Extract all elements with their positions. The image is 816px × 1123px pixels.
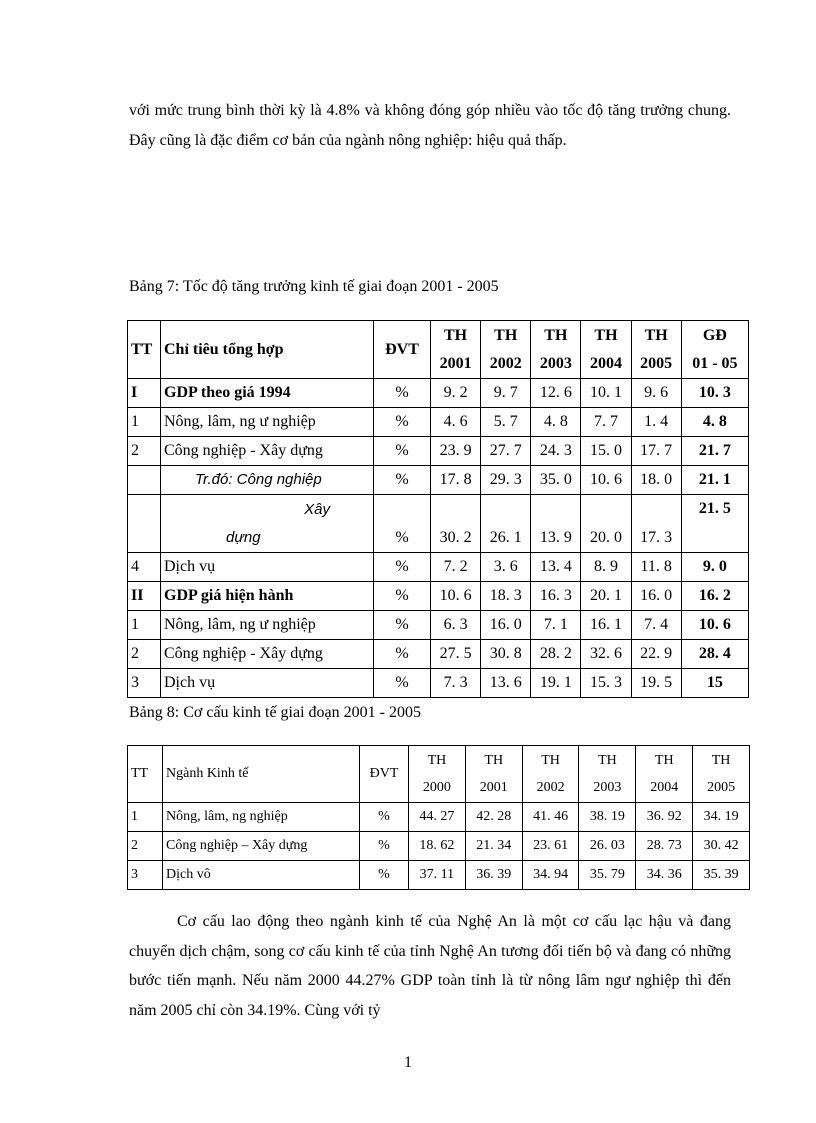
cell: 1. 4 [631, 408, 681, 437]
header-year: TH 2003 [531, 321, 581, 379]
row-unit: % [374, 437, 431, 466]
row-name: Dịch vô [163, 861, 360, 890]
table-row [128, 379, 749, 408]
cell: 20. 0 [581, 495, 631, 553]
row-tt: 2 [128, 832, 163, 861]
cell: 10. 1 [581, 379, 631, 408]
cell: 7. 1 [531, 611, 581, 640]
row-name: Công nghiệp - Xây dựng [161, 437, 374, 466]
cell: 9. 2 [431, 379, 481, 408]
cell: 26. 03 [579, 832, 636, 861]
table-row [128, 832, 750, 861]
cell: 34. 36 [636, 861, 693, 890]
row-tt: 1 [128, 408, 161, 437]
cell: 28. 2 [531, 640, 581, 669]
table-row [128, 582, 749, 611]
row-tt: II [128, 582, 161, 611]
growth-rate-table [127, 320, 749, 698]
cell: 30. 42 [693, 832, 750, 861]
cell: 24. 3 [531, 437, 581, 466]
cell: 7. 3 [431, 669, 481, 698]
table-row [128, 466, 749, 495]
header-year: TH 2002 [481, 321, 531, 379]
row-name: Xây dựng [161, 495, 374, 553]
cell: 4. 6 [431, 408, 481, 437]
cell: 36. 39 [465, 861, 522, 890]
cell: 28. 73 [636, 832, 693, 861]
cell: 30. 2 [431, 495, 481, 553]
cell: 18. 3 [481, 582, 531, 611]
row-tt: 1 [128, 803, 163, 832]
row-name: Công nghiệp – Xây dựng [163, 832, 360, 861]
cell: 6. 3 [431, 611, 481, 640]
cell: 11. 8 [631, 553, 681, 582]
cell: 15. 3 [581, 669, 631, 698]
row-unit: % [360, 803, 409, 832]
cell: 10. 6 [431, 582, 481, 611]
cell: 36. 92 [636, 803, 693, 832]
row-unit: % [374, 379, 431, 408]
row-tt: 1 [128, 611, 161, 640]
cell: 21. 5 [681, 495, 748, 553]
row-name: Nông, lâm, ng ư nghiệp [161, 408, 374, 437]
row-name: Công nghiệp - Xây dựng [161, 640, 374, 669]
cell: 34. 19 [693, 803, 750, 832]
cell: 9. 6 [631, 379, 681, 408]
row-unit: % [360, 861, 409, 890]
row-tt: I [128, 379, 161, 408]
cell: 16. 0 [481, 611, 531, 640]
table-row [128, 611, 749, 640]
cell: 15 [681, 669, 748, 698]
row-tt [128, 466, 161, 495]
header-year: TH 2005 [631, 321, 681, 379]
cell: 27. 5 [431, 640, 481, 669]
cell: 18. 62 [409, 832, 466, 861]
header-period: GĐ 01 - 05 [681, 321, 748, 379]
cell: 22. 9 [631, 640, 681, 669]
row-tt: 4 [128, 553, 161, 582]
table-row [128, 640, 749, 669]
cell: 21. 7 [681, 437, 748, 466]
cell: 35. 39 [693, 861, 750, 890]
header-year: TH 2001 [431, 321, 481, 379]
header-year: TH 2003 [579, 746, 636, 803]
header-year: TH 2005 [693, 746, 750, 803]
header-unit: ĐVT [360, 746, 409, 803]
cell: 7. 4 [631, 611, 681, 640]
row-name: Dịch vụ [161, 669, 374, 698]
header-tt: TT [128, 746, 163, 803]
intro-paragraph: với mức trung bình thời kỳ là 4.8% và không đóng góp nhiều vào tốc độ tăng trưởng chung. Đây cũng là đặc điểm cơ bản của ngành nông nghiệp: hiệu quả thấp. [129, 102, 731, 149]
cell: 35. 0 [531, 466, 581, 495]
cell: 13. 9 [531, 495, 581, 553]
cell: 20. 1 [581, 582, 631, 611]
table-row [128, 495, 749, 553]
cell: 19. 5 [631, 669, 681, 698]
cell: 17. 3 [631, 495, 681, 553]
cell: 13. 4 [531, 553, 581, 582]
row-unit: % [374, 466, 431, 495]
row-tt: 2 [128, 437, 161, 466]
cell: 9. 7 [481, 379, 531, 408]
cell: 27. 7 [481, 437, 531, 466]
header-year: TH 2002 [522, 746, 579, 803]
row-name: GDP giá hiện hành [161, 582, 374, 611]
table-row [128, 408, 749, 437]
header-sector: Ngành Kinh tế [163, 746, 360, 803]
cell: 23. 61 [522, 832, 579, 861]
row-unit: % [374, 640, 431, 669]
cell: 4. 8 [531, 408, 581, 437]
cell: 19. 1 [531, 669, 581, 698]
cell: 42. 28 [465, 803, 522, 832]
cell: 34. 94 [522, 861, 579, 890]
row-name: GDP theo giá 1994 [161, 379, 374, 408]
cell: 10. 3 [681, 379, 748, 408]
cell: 5. 7 [481, 408, 531, 437]
closing-paragraph: Cơ cấu lao động theo ngành kinh tế của Nghệ An là một cơ cấu lạc hậu và đang chuyển dịch chậm, song cơ cấu kinh tế của tỉnh Nghệ An tương đối tiến bộ và đang có những bước tiến mạnh. Nếu năm 2000 44.27% GDP toàn tỉnh là từ nông lâm ngư nghiệp thì đến năm 2005 chỉ còn 34.19%. Cùng với tỷ [129, 913, 731, 1019]
row-unit: % [374, 582, 431, 611]
row-unit: % [374, 611, 431, 640]
table-row [128, 861, 750, 890]
cell: 15. 0 [581, 437, 631, 466]
cell: 10. 6 [581, 466, 631, 495]
table8-caption: Bảng 8: Cơ cấu kinh tế giai đoạn 2001 - 2005 [129, 704, 421, 721]
cell: 21. 34 [465, 832, 522, 861]
cell: 4. 8 [681, 408, 748, 437]
page-number: 1 [404, 1054, 412, 1071]
header-year: TH 2004 [581, 321, 631, 379]
cell: 3. 6 [481, 553, 531, 582]
table-header-row [128, 321, 749, 379]
header-tt: TT [128, 321, 161, 379]
cell: 16. 0 [631, 582, 681, 611]
cell: 37. 11 [409, 861, 466, 890]
header-indicator: Chỉ tiêu tổng hợp [161, 321, 374, 379]
table-row [128, 803, 750, 832]
cell: 26. 1 [481, 495, 531, 553]
cell: 35. 79 [579, 861, 636, 890]
header-year: TH 2001 [465, 746, 522, 803]
table-row [128, 437, 749, 466]
row-tt: 3 [128, 669, 161, 698]
cell: 41. 46 [522, 803, 579, 832]
cell: 16. 3 [531, 582, 581, 611]
row-tt [128, 495, 161, 553]
cell: 9. 0 [681, 553, 748, 582]
cell: 8. 9 [581, 553, 631, 582]
cell: 18. 0 [631, 466, 681, 495]
table7-caption: Bảng 7: Tốc độ tăng trưởng kinh tế giai đoạn 2001 - 2005 [129, 278, 499, 295]
cell: 32. 6 [581, 640, 631, 669]
cell: 44. 27 [409, 803, 466, 832]
row-tt: 2 [128, 640, 161, 669]
cell: 16. 2 [681, 582, 748, 611]
cell: 21. 1 [681, 466, 748, 495]
cell: 38. 19 [579, 803, 636, 832]
row-unit: % [360, 832, 409, 861]
cell: 30. 8 [481, 640, 531, 669]
cell: 7. 7 [581, 408, 631, 437]
row-unit: % [374, 553, 431, 582]
header-unit: ĐVT [374, 321, 431, 379]
row-unit: % [374, 495, 431, 553]
cell: 29. 3 [481, 466, 531, 495]
row-unit: % [374, 408, 431, 437]
row-name: Nông, lâm, ng nghiệp [163, 803, 360, 832]
cell: 10. 6 [681, 611, 748, 640]
header-year: TH 2000 [409, 746, 466, 803]
cell: 12. 6 [531, 379, 581, 408]
header-year: TH 2004 [636, 746, 693, 803]
cell: 23. 9 [431, 437, 481, 466]
table-header-row [128, 746, 750, 803]
cell: 28. 4 [681, 640, 748, 669]
row-name: Dịch vụ [161, 553, 374, 582]
economic-structure-table [127, 745, 750, 890]
cell: 17. 8 [431, 466, 481, 495]
table-row [128, 553, 749, 582]
row-unit: % [374, 669, 431, 698]
row-name: Tr.đó: Công nghiệp [161, 466, 374, 495]
row-name: Nông, lâm, ng ư nghiệp [161, 611, 374, 640]
cell: 16. 1 [581, 611, 631, 640]
cell: 7. 2 [431, 553, 481, 582]
row-tt: 3 [128, 861, 163, 890]
table-row [128, 669, 749, 698]
cell: 13. 6 [481, 669, 531, 698]
cell: 17. 7 [631, 437, 681, 466]
